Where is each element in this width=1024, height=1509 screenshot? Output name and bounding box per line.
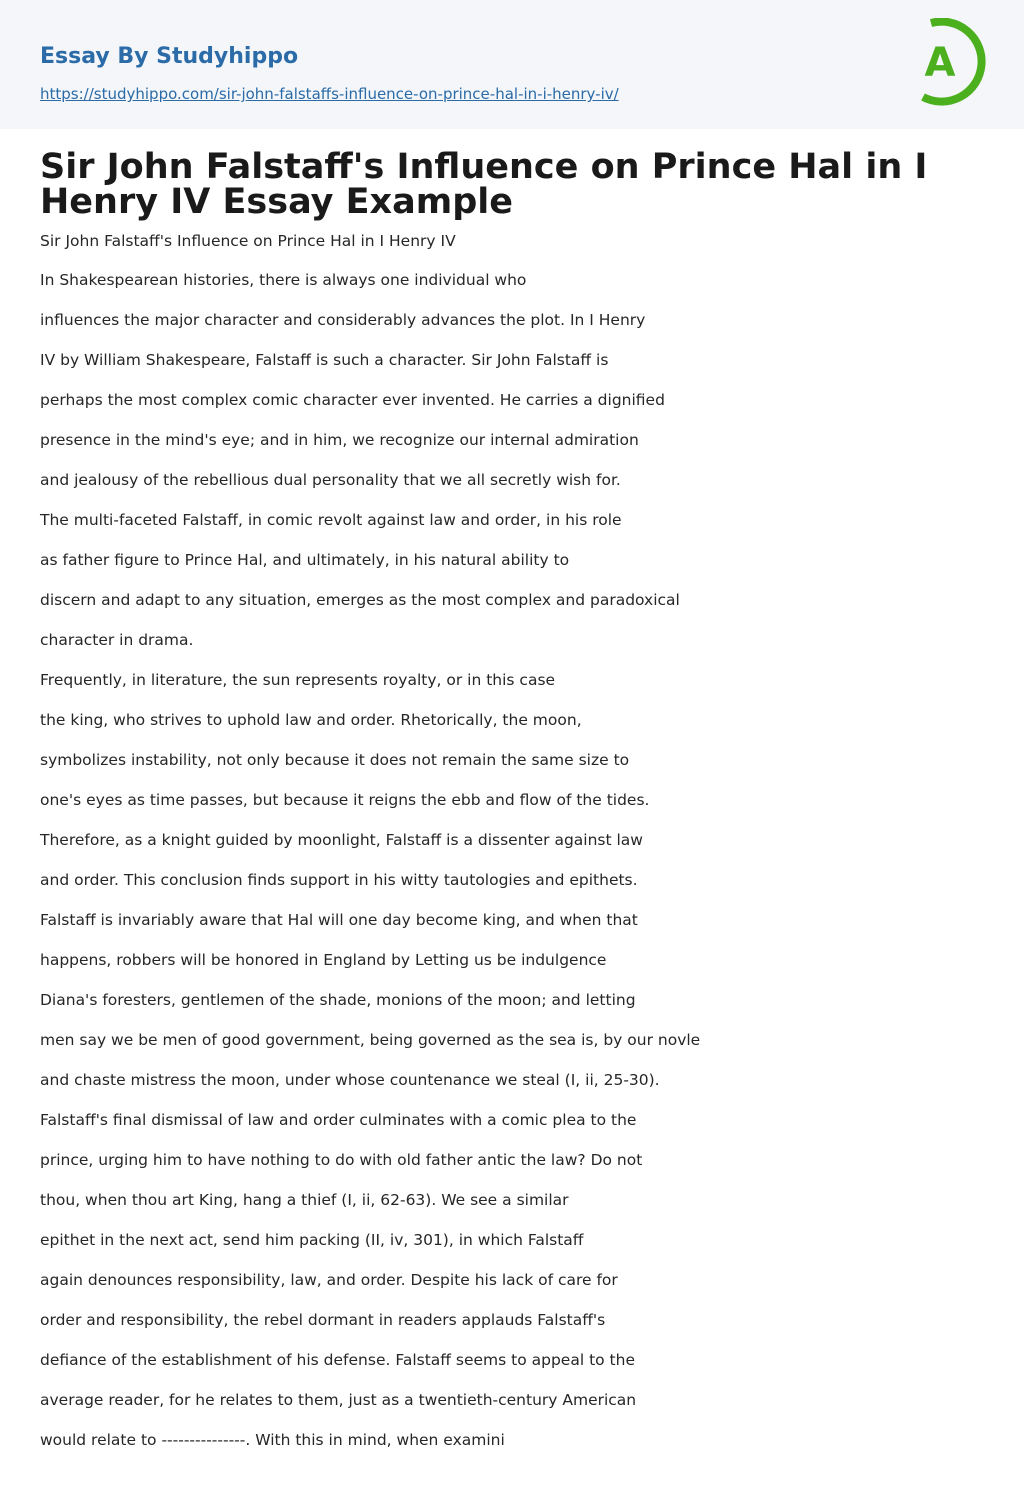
essay-line: order and responsibility, the rebel dormant in readers applauds Falstaff's xyxy=(40,1311,606,1329)
site-header xyxy=(0,0,1024,129)
essay-line: IV by William Shakespeare, Falstaff is such a character. Sir John Falstaff is xyxy=(40,351,609,369)
essay-line: and order. This conclusion finds support in his witty tautologies and epithets. xyxy=(40,871,638,889)
essay-line: men say we be men of good government, being governed as the sea is, by our novle xyxy=(40,1031,701,1049)
essay-line: character in drama. xyxy=(40,631,194,649)
essay-line: defiance of the establishment of his defense. Falstaff seems to appeal to the xyxy=(40,1351,635,1369)
essay-line: and jealousy of the rebellious dual personality that we all secretly wish for. xyxy=(40,471,621,489)
essay-line: Frequently, in literature, the sun represents royalty, or in this case xyxy=(40,671,556,689)
essay-line: the king, who strives to uphold law and order. Rhetorically, the moon, xyxy=(40,711,582,729)
essay-line: one's eyes as time passes, but because it reigns the ebb and flow of the tides. xyxy=(40,791,650,809)
essay-line: Diana's foresters, gentlemen of the shade, monions of the moon; and letting xyxy=(40,991,636,1009)
essay-line: Therefore, as a knight guided by moonlight, Falstaff is a dissenter against law xyxy=(40,831,643,849)
essay-line: presence in the mind's eye; and in him, we recognize our internal admiration xyxy=(40,431,639,449)
essay-line: influences the major character and considerably advances the plot. In I Henry xyxy=(40,311,646,329)
essay-line: discern and adapt to any situation, emerges as the most complex and paradoxical xyxy=(40,591,680,609)
essay-line: perhaps the most complex comic character ever invented. He carries a dignified xyxy=(40,391,665,409)
essay-line: epithet in the next act, send him packing (II, iv, 301), in which Falstaff xyxy=(40,1231,584,1249)
site-brand[interactable]: Essay By Studyhippo xyxy=(40,44,299,69)
essay-line: again denounces responsibility, law, and order. Despite his lack of care for xyxy=(40,1271,618,1289)
essay-body xyxy=(40,230,1000,1460)
essay-line: and chaste mistress the moon, under whose countenance we steal (I, ii, 25-30). xyxy=(40,1071,660,1089)
essay-line: average reader, for he relates to them, just as a twentieth-century American xyxy=(40,1391,637,1409)
essay-line: The multi-faceted Falstaff, in comic revolt against law and order, in his role xyxy=(40,511,622,529)
essay-line: prince, urging him to have nothing to do with old father antic the law? Do not xyxy=(40,1151,643,1169)
essay-line: thou, when thou art King, hang a thief (I, ii, 62-63). We see a similar xyxy=(40,1191,569,1209)
source-url-link[interactable]: https://studyhippo.com/sir-john-falstaffs-influence-on-prince-hal-in-i-henry-iv/ xyxy=(40,85,619,103)
logo-letter: A xyxy=(924,40,956,86)
essay-line: Falstaff is invariably aware that Hal will one day become king, and when that xyxy=(40,911,638,929)
studyhippo-logo-icon[interactable] xyxy=(900,18,988,106)
essay-line: In Shakespearean histories, there is always one individual who xyxy=(40,271,527,289)
essay-line: happens, robbers will be honored in England by Letting us be indulgence xyxy=(40,951,607,969)
essay-line: symbolizes instability, not only because it does not remain the same size to xyxy=(40,751,630,769)
essay-line: would relate to ---------------. With this in mind, when examini xyxy=(40,1431,505,1449)
essay-line: as father figure to Prince Hal, and ultimately, in his natural ability to xyxy=(40,551,570,569)
essay-line: Falstaff's final dismissal of law and order culminates with a comic plea to the xyxy=(40,1111,637,1129)
essay-subtitle: Sir John Falstaff's Influence on Prince Hal in I Henry IV xyxy=(40,232,456,250)
page-title: Sir John Falstaff's Influence on Prince Hal in I Henry IV Essay Example xyxy=(40,147,928,222)
